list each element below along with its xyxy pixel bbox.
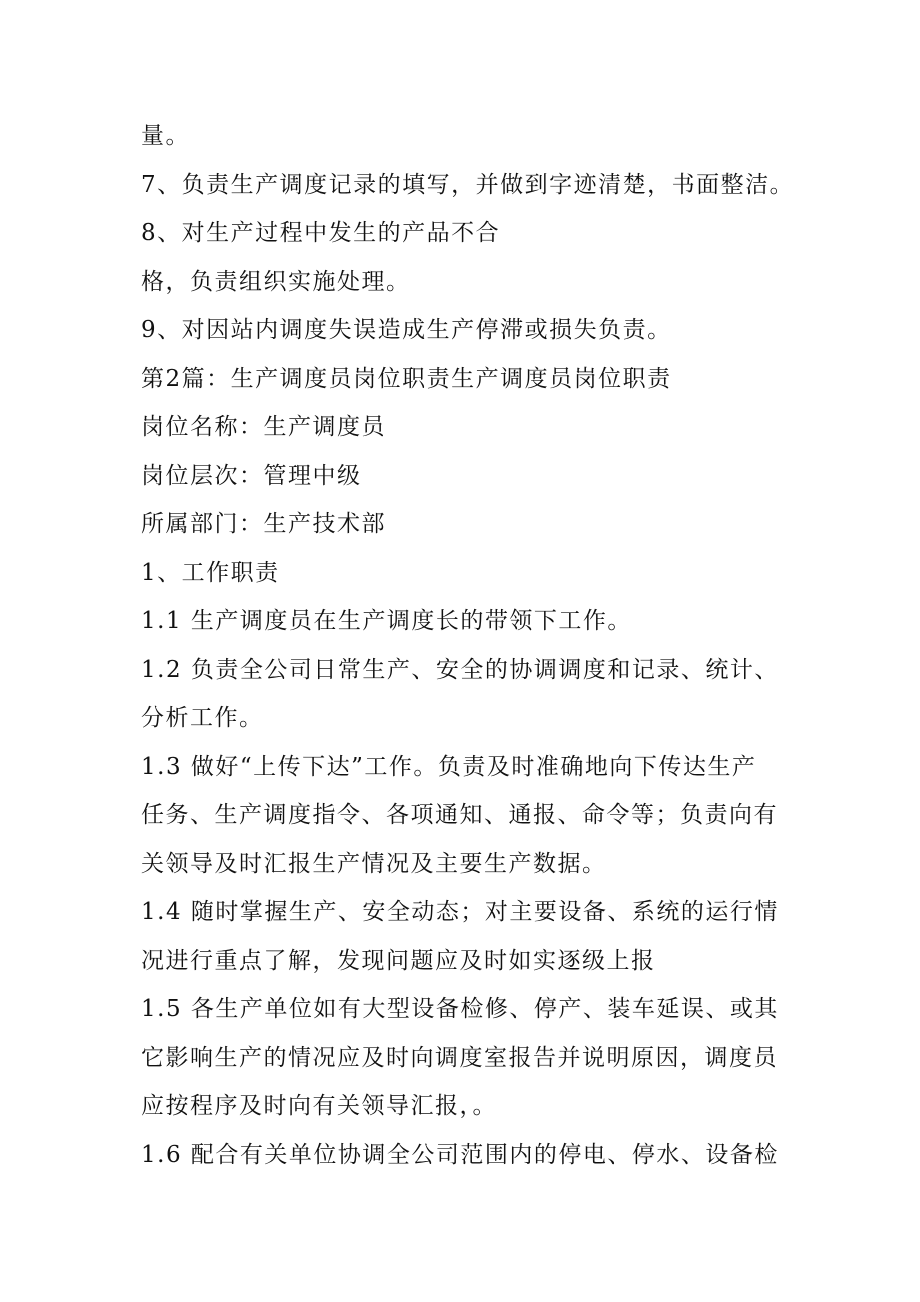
text-line: 8、对生产过程中发生的产品不合 xyxy=(141,220,501,246)
subsection-heading: 1、工作职责 xyxy=(141,559,280,586)
text-line: 格，负责组织实施处理。 xyxy=(141,268,411,295)
text-line: 它影响生产的情况应及时向调度室报告并说明原因，调度员 xyxy=(141,1044,778,1071)
text-line: 1.5 各生产单位如有大型设备检修、停产、装车延误、或其 xyxy=(141,996,779,1022)
text-line: 应按程序及时向有关领导汇报，。 xyxy=(141,1093,497,1119)
text-line: 况进行重点了解，发现问题应及时如实逐级上报 xyxy=(141,947,656,974)
text-line: 1.3 做好“上传下达”工作。负责及时准确地向下传达生产 xyxy=(141,753,757,780)
text-line: 所属部门：生产技术部 xyxy=(141,511,386,537)
document-body xyxy=(141,112,811,1179)
text-line: 9、对因站内调度失误造成生产停滞或损失负责。 xyxy=(141,317,672,343)
text-line: 1.4 随时掌握生产、安全动态；对主要设备、系统的运行情 xyxy=(141,899,779,925)
text-line: 分析工作。 xyxy=(141,705,264,731)
text-line: 1.6 配合有关单位协调全公司范围内的停电、停水、设备检 xyxy=(141,1141,779,1168)
text-line: 7、负责生产调度记录的填写，并做到字迹清楚，书面整洁。 xyxy=(141,171,795,198)
text-line: 1.1 生产调度员在生产调度长的带领下工作。 xyxy=(141,608,632,634)
text-line: 量。 xyxy=(141,123,190,149)
text-line: 关领导及时汇报生产情况及主要生产数据。 xyxy=(141,850,607,877)
text-line: 岗位层次：管理中级 xyxy=(141,462,362,489)
text-line: 任务、生产调度指令、各项通知、通报、命令等；负责向有 xyxy=(141,802,778,828)
section-heading: 第2篇：生产调度员岗位职责生产调度员岗位职责 xyxy=(141,365,672,392)
text-line: 岗位名称：生产调度员 xyxy=(141,414,386,440)
text-line: 1.2 负责全公司日常生产、安全的协调调度和记录、统计、 xyxy=(141,656,779,683)
